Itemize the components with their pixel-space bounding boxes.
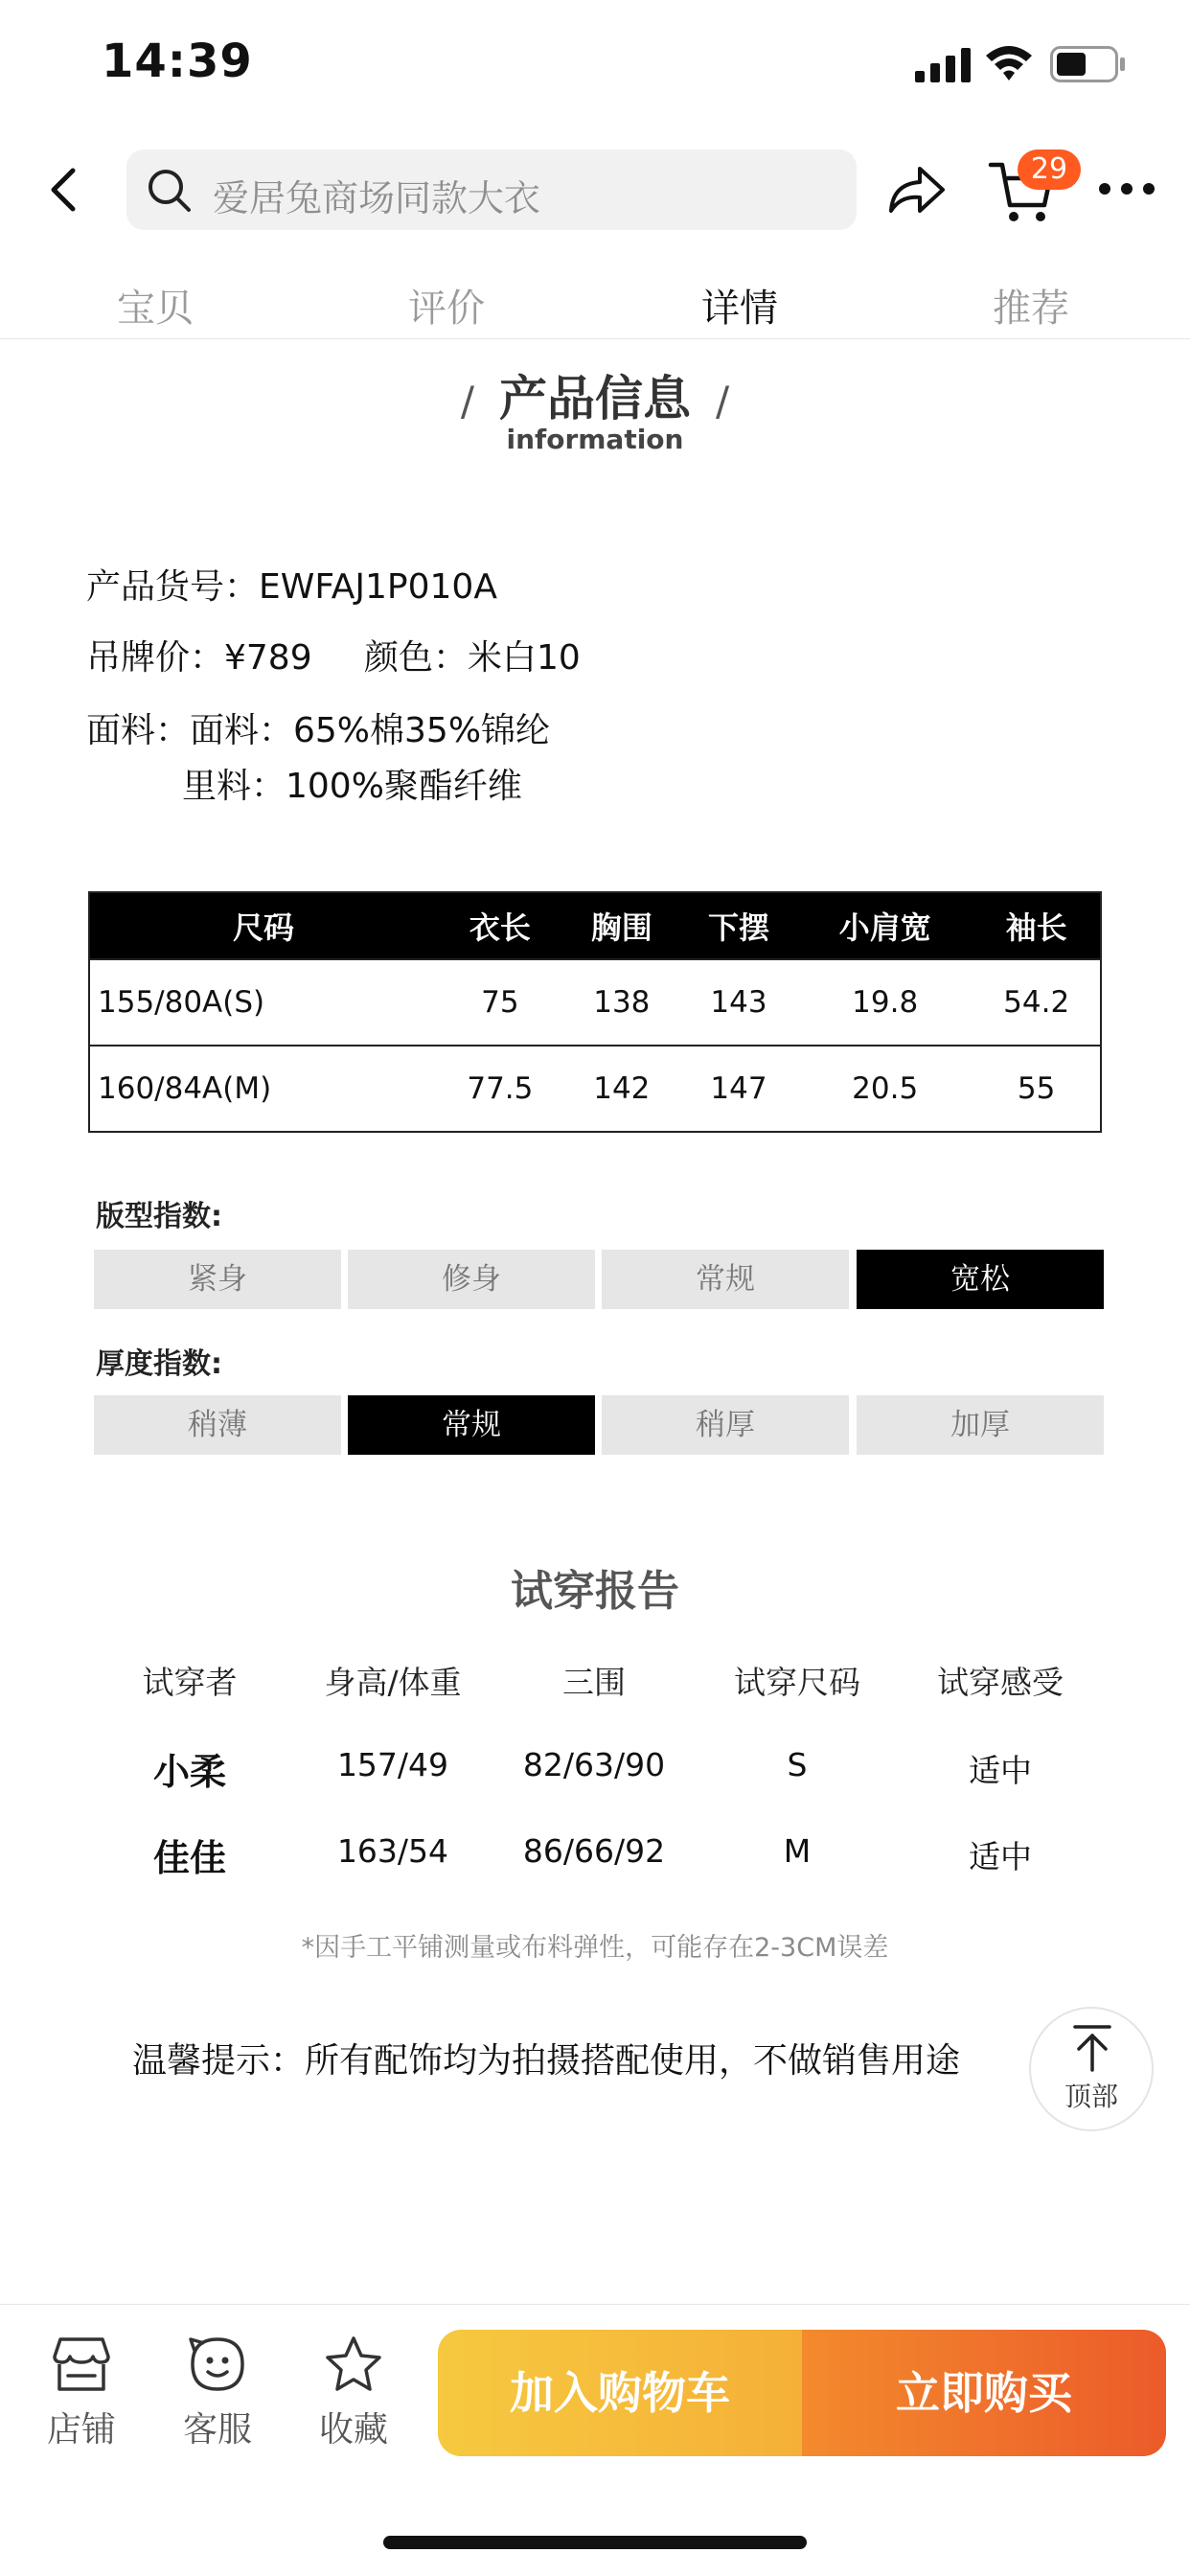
search-icon — [146, 167, 194, 215]
table-row — [89, 1046, 1101, 1132]
size-header-cell: 胸围 — [563, 892, 680, 959]
thickness-option: 加厚 — [857, 1395, 1104, 1455]
report-cell: 157/49 — [336, 1746, 449, 1783]
table-cell: 143 — [680, 959, 797, 1046]
size-header-cell: 尺码 — [89, 892, 437, 959]
back-to-top-label: 顶部 — [1064, 2081, 1118, 2112]
buy-now-button[interactable]: 立即购买 — [802, 2330, 1166, 2456]
report-cell: S — [787, 1746, 808, 1783]
thickness-index-label: 厚度指数: — [96, 1347, 222, 1381]
table-cell: 75 — [437, 959, 563, 1046]
color-value: 颜色：米白10 — [364, 638, 581, 678]
customer-service-button[interactable] — [165, 2334, 270, 2451]
table-cell: 155/80A(S) — [89, 959, 437, 1046]
tab-reviews[interactable]: 评价 — [408, 287, 485, 331]
cart-count-badge: 29 — [1018, 150, 1081, 190]
thickness-option: 稍薄 — [94, 1395, 341, 1455]
shop-icon — [51, 2334, 112, 2395]
tester-name: 小柔 — [152, 1751, 226, 1793]
report-header-cell: 身高/体重 — [324, 1664, 462, 1701]
table-cell: 147 — [680, 1046, 797, 1132]
fabric-value: 面料：面料：65%棉35%锦纶 — [86, 711, 551, 750]
tester-name: 佳佳 — [152, 1837, 226, 1879]
report-cell: 86/66/92 — [522, 1832, 666, 1870]
favorite-label: 收藏 — [318, 2410, 388, 2450]
arrow-up-icon — [1071, 2024, 1113, 2072]
shop-label: 店铺 — [46, 2410, 116, 2450]
table-cell: 20.5 — [797, 1046, 973, 1132]
report-cell: M — [783, 1832, 812, 1870]
report-header-cell: 三围 — [562, 1664, 626, 1701]
report-header-cell: 试穿尺码 — [734, 1664, 860, 1701]
table-cell: 55 — [973, 1046, 1101, 1132]
measurement-note: *因手工平铺测量或布料弹性，可能存在2-3CM误差 — [301, 1933, 889, 1963]
table-cell: 160/84A(M) — [89, 1046, 437, 1132]
thickness-index-row — [94, 1395, 1104, 1455]
lining-value: 里料：100%聚酯纤维 — [182, 767, 522, 806]
more-options-icon[interactable] — [1096, 176, 1157, 201]
tab-item[interactable]: 宝贝 — [117, 287, 194, 331]
fit-index-label: 版型指数: — [96, 1200, 222, 1233]
wifi-icon — [984, 42, 1034, 82]
add-to-cart-button[interactable]: 加入购物车 — [438, 2330, 802, 2456]
tag-price: 吊牌价：¥789 — [86, 638, 312, 678]
product-info-title: / 产品信息 / — [460, 371, 730, 426]
search-input[interactable] — [126, 150, 857, 230]
size-header-cell: 小肩宽 — [797, 892, 973, 959]
table-cell: 138 — [563, 959, 680, 1046]
service-label: 客服 — [182, 2410, 252, 2450]
report-cell: 163/54 — [336, 1832, 449, 1870]
fit-option: 紧身 — [94, 1250, 341, 1309]
cellular-signal-icon — [915, 48, 971, 82]
status-time: 14:39 — [102, 34, 253, 88]
search-placeholder: 爱居兔商场同款大衣 — [213, 177, 541, 219]
star-icon — [323, 2334, 384, 2395]
tab-details[interactable]: 详情 — [701, 287, 778, 331]
fit-option-selected: 宽松 — [857, 1250, 1104, 1309]
fit-option: 修身 — [348, 1250, 595, 1309]
size-header-cell: 下摆 — [680, 892, 797, 959]
thickness-option-selected: 常规 — [348, 1395, 595, 1455]
thickness-option: 稍厚 — [602, 1395, 849, 1455]
battery-icon — [1050, 46, 1127, 82]
size-table — [88, 891, 1102, 1133]
table-cell: 54.2 — [973, 959, 1101, 1046]
back-to-top-button[interactable] — [1029, 2007, 1154, 2131]
product-info-title-text: 产品信息 — [499, 371, 691, 426]
fit-option: 常规 — [602, 1250, 849, 1309]
size-header-cell: 衣长 — [437, 892, 563, 959]
report-cell: 适中 — [969, 1838, 1032, 1875]
table-cell: 77.5 — [437, 1046, 563, 1132]
report-header-cell: 试穿者 — [142, 1664, 238, 1701]
shop-button[interactable] — [29, 2334, 134, 2451]
report-cell: 82/63/90 — [522, 1746, 666, 1783]
status-bar — [0, 0, 1190, 134]
report-header-cell: 试穿感受 — [937, 1664, 1064, 1701]
table-cell: 142 — [563, 1046, 680, 1132]
detail-tabs — [0, 270, 1190, 339]
size-table-header — [89, 892, 1101, 959]
item-number: 产品货号：EWFAJ1P010A — [86, 567, 497, 607]
warm-tip: 温馨提示：所有配饰均为拍摄搭配使用，不做销售用途 — [132, 2041, 961, 2081]
tab-recommend[interactable]: 推荐 — [993, 287, 1069, 331]
home-indicator — [383, 2536, 807, 2549]
table-cell: 19.8 — [797, 959, 973, 1046]
back-arrow-icon[interactable] — [42, 163, 90, 217]
nav-bar — [0, 142, 1190, 238]
table-row — [89, 959, 1101, 1046]
chat-face-icon — [187, 2334, 248, 2395]
report-cell: 适中 — [969, 1752, 1032, 1789]
report-title: 试穿报告 — [511, 1567, 679, 1616]
product-info-subtitle: information — [506, 424, 684, 455]
size-header-cell: 袖长 — [973, 892, 1101, 959]
share-icon[interactable] — [885, 161, 947, 218]
favorite-button[interactable] — [301, 2334, 406, 2451]
fit-index-row — [94, 1250, 1104, 1309]
